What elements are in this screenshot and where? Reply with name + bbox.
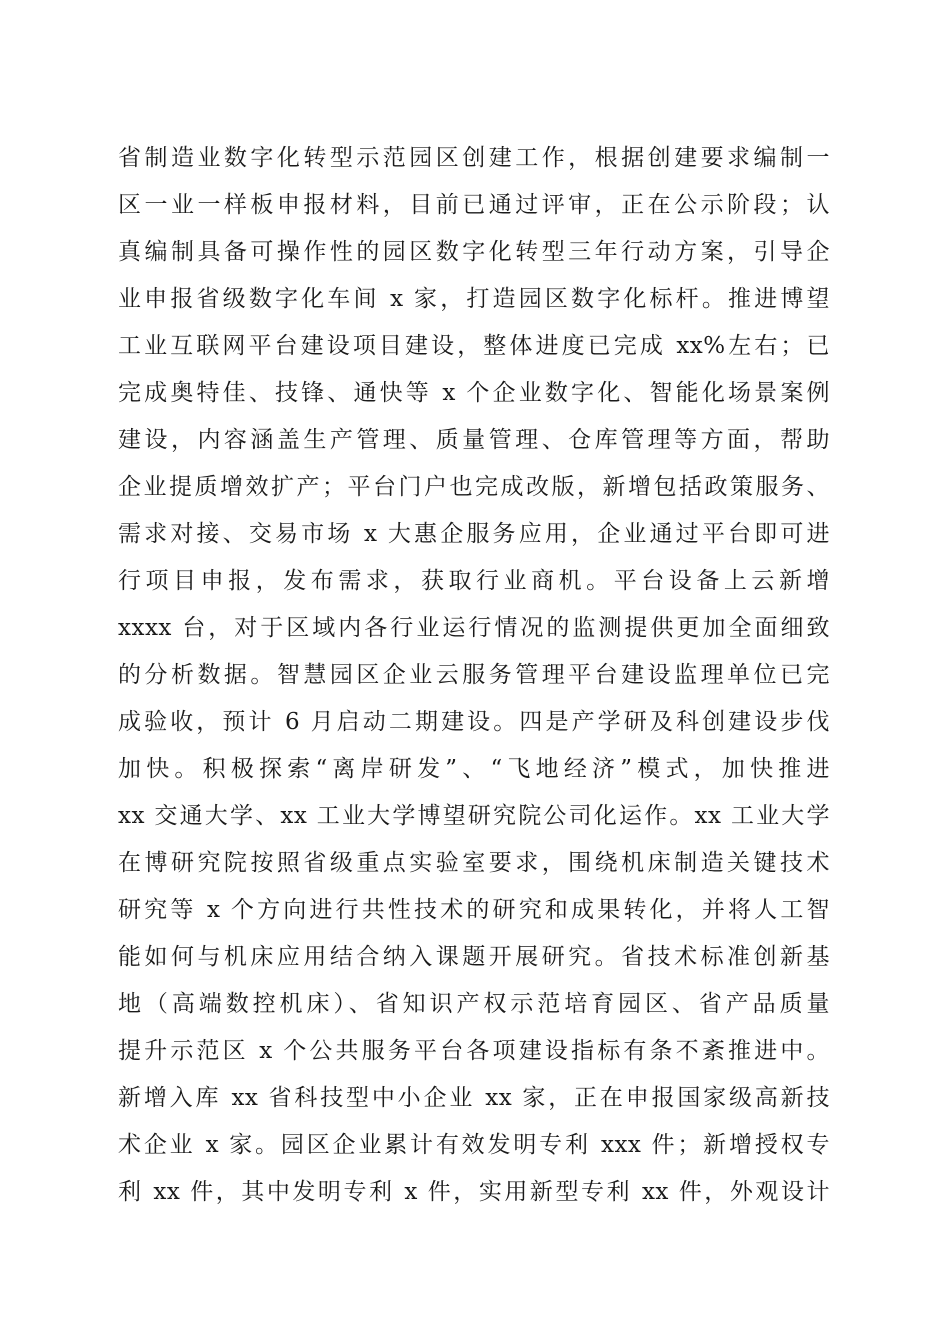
text-line-2: 区一业一样板申报材料，目前已通过评审，正在公示阶段；认 xyxy=(118,192,830,218)
text-line-10: 行项目申报，发布需求，获取行业商机。平台设备上云新增 xyxy=(118,568,830,594)
text-line-21: 新增入库 xx 省科技型中小企业 xx 家，正在申报国家级高新技 xyxy=(118,1085,830,1111)
text-line-1: 省制造业数字化转型示范园区创建工作，根据创建要求编制一 xyxy=(118,145,830,171)
text-line-3: 真编制具备可操作性的园区数字化转型三年行动方案，引导企 xyxy=(118,239,830,265)
text-line-18: 能如何与机床应用结合纳入课题开展研究。省技术标准创新基 xyxy=(118,944,830,970)
text-line-7: 建设，内容涵盖生产管理、质量管理、仓库管理等方面，帮助 xyxy=(118,427,830,453)
text-line-4: 业申报省级数字化车间 x 家，打造园区数字化标杆。推进博望 xyxy=(118,286,830,312)
text-line-5: 工业互联网平台建设项目建设，整体进度已完成 xx%左右；已 xyxy=(118,333,830,359)
text-line-15: xx 交通大学、xx 工业大学博望研究院公司化运作。xx 工业大学 xyxy=(118,803,830,829)
text-line-12: 的分析数据。智慧园区企业云服务管理平台建设监理单位已完 xyxy=(118,662,830,688)
body-paragraph xyxy=(118,135,830,1216)
text-line-8: 企业提质增效扩产；平台门户也完成改版，新增包括政策服务、 xyxy=(118,474,830,500)
text-line-6: 完成奥特佳、技锋、通快等 x 个企业数字化、智能化场景案例 xyxy=(118,380,830,406)
text-line-19: 地（高端数控机床）、省知识产权示范培育园区、省产品质量 xyxy=(118,991,830,1017)
text-line-20: 提升示范区 x 个公共服务平台各项建设指标有条不紊推进中。 xyxy=(118,1038,830,1064)
text-line-17: 研究等 x 个方向进行共性技术的研究和成果转化，并将人工智 xyxy=(118,897,830,923)
text-line-11: xxxx 台，对于区域内各行业运行情况的监测提供更加全面细致 xyxy=(118,615,830,641)
text-line-16: 在博研究院按照省级重点实验室要求，围绕机床制造关键技术 xyxy=(118,850,830,876)
text-line-13: 成验收，预计 6 月启动二期建设。四是产学研及科创建设步伐 xyxy=(118,709,830,735)
text-line-9: 需求对接、交易市场 x 大惠企服务应用，企业通过平台即可进 xyxy=(118,521,830,547)
text-line-14: 加快。积极探索“离岸研发”、“飞地经济”模式，加快推进 xyxy=(118,756,830,782)
text-line-23: 利 xx 件，其中发明专利 x 件，实用新型专利 xx 件，外观设计 xyxy=(118,1179,830,1205)
text-line-22: 术企业 x 家。园区企业累计有效发明专利 xxx 件；新增授权专 xyxy=(118,1132,830,1158)
